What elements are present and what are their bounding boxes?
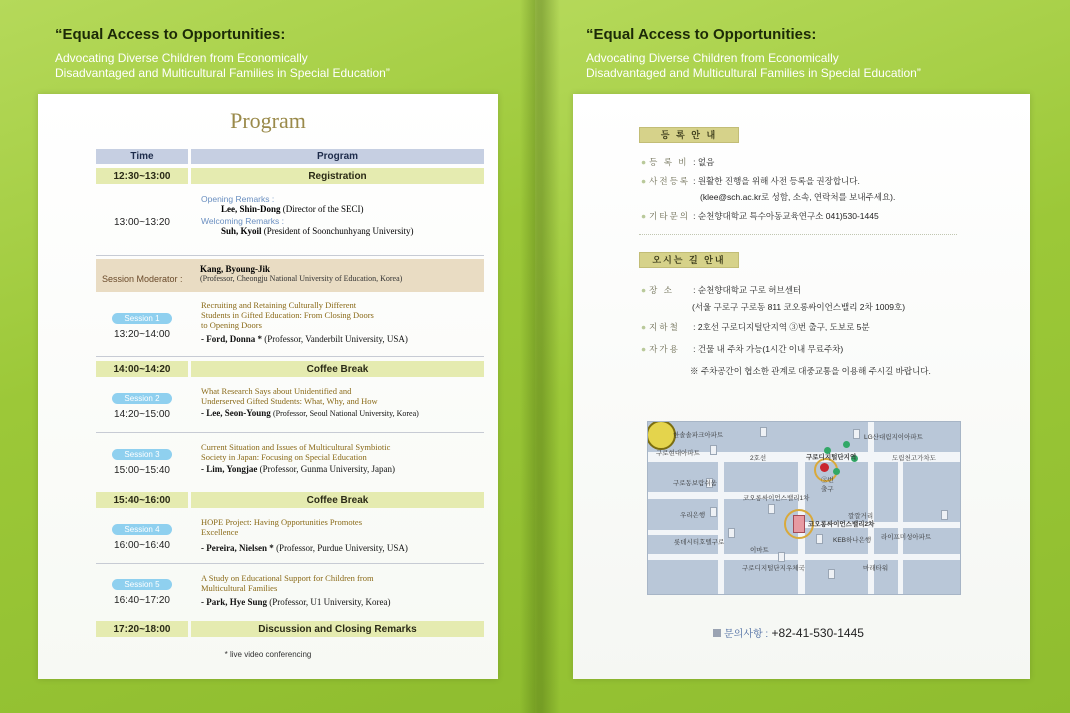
map-label: KEB하나은행 — [833, 537, 872, 544]
conference-subtitle-right-1: Advocating Diverse Children from Economically — [586, 51, 839, 65]
time-cell: 14:00~14:20 — [96, 361, 188, 377]
conference-title-right: “Equal Access to Opportunities: — [586, 26, 817, 43]
welcoming-speaker-affiliation: (President of Soonchunhyang University) — [263, 226, 414, 236]
fee-value: : 없음 — [693, 157, 715, 167]
column-header-program: Program — [191, 149, 484, 164]
subway-line: ● 지하철 : 2호선 구로디지털단지역 ③번 출구, 도보로 5분 — [641, 322, 870, 332]
map-label: LG산대림지이아파트 — [864, 434, 923, 441]
parking-note: ※ 주차공간이 협소한 관계로 대중교통을 이용해 주시길 바랍니다. — [690, 366, 931, 376]
program-cell — [191, 567, 484, 617]
building-icon — [816, 534, 823, 544]
building-icon — [710, 507, 717, 517]
conference-subtitle-left-2: Disadvantaged and Multicultural Families in Special Education” — [55, 66, 390, 80]
building-icon — [778, 552, 785, 562]
contact-label: 문의사항 : — [724, 629, 769, 640]
program-cell — [191, 295, 484, 357]
program-panel — [38, 94, 498, 679]
map-label: 이마트 — [750, 547, 769, 554]
map-label: 구로현대아파트 — [656, 450, 700, 457]
table-row-session-3 — [96, 436, 484, 489]
exit-3-icon — [820, 463, 829, 472]
info-panel — [573, 94, 1030, 679]
inquiry-value: : 순천향대학교 특수아동교육연구소 041)530-1445 — [693, 211, 879, 221]
pre-registration-label: 사전등록 — [649, 176, 690, 186]
session-3-badge: Session 3 — [112, 449, 171, 460]
session-5-badge: Session 5 — [112, 579, 171, 590]
footnote: * live video conferencing — [224, 650, 312, 659]
moderator-name: Kang, Byoung-Jik — [200, 264, 271, 274]
session-speaker: - Lee, Seon-Young (Professor, Seoul National University, Korea) — [201, 408, 419, 418]
building-icon — [768, 504, 775, 514]
map-road — [898, 462, 903, 595]
building-icon — [941, 510, 948, 520]
table-row-session-2 — [96, 380, 484, 433]
program-cell: Registration — [191, 168, 484, 184]
map-label: 라이프미성아파트 — [881, 534, 932, 541]
building-icon — [728, 528, 735, 538]
pre-registration-value: : 원활한 진행을 위해 사전 등록을 권장합니다. — [693, 176, 860, 186]
time-cell: 16:40~17:20 — [114, 594, 170, 606]
book-spine — [520, 0, 560, 713]
venue-building-icon — [793, 515, 805, 533]
session-title: Current Situation and Issues of Multicultural Symbiotic Society in Japan: Focusing on Special Education — [201, 442, 391, 462]
table-row-session-1 — [96, 295, 484, 357]
time-cell: 14:20~15:00 — [114, 409, 170, 420]
inquiry-line: ● 기타문의 : 순천향대학교 특수아동교육연구소 041)530-1445 — [641, 211, 879, 221]
column-header-time: Time — [96, 149, 188, 164]
map-label: 구로디지털단지우체국 — [742, 565, 805, 572]
building-icon — [828, 569, 835, 579]
conference-subtitle-left-1: Advocating Diverse Children from Economically — [55, 51, 308, 65]
moderator-affiliation: (Professor, Cheongju National University of Education, Korea) — [200, 274, 403, 283]
table-row-session-5 — [96, 567, 484, 617]
welcoming-speaker-name: Suh, Kyoil — [221, 226, 262, 236]
moderator-label: Session Moderator : — [102, 274, 183, 284]
map-label: 우리은행 — [680, 512, 706, 519]
table-row-session-4 — [96, 511, 484, 564]
table-row-moderator — [96, 259, 484, 292]
table-row-registration — [96, 168, 484, 184]
session-speaker: - Ford, Donna * (Professor, Vanderbilt University, USA) — [201, 334, 408, 344]
map-label: 2호선 — [750, 455, 767, 462]
map-label: 출구 — [821, 486, 834, 493]
program-cell — [191, 380, 484, 433]
building-icon — [760, 427, 767, 437]
session-speaker: - Park, Hye Sung (Professor, U1 University, Korea) — [201, 597, 391, 607]
program-title: Program — [230, 108, 306, 133]
table-row-closing — [96, 621, 484, 637]
map-label: 마래타워 — [863, 565, 889, 572]
program-cell — [191, 188, 484, 256]
map-road — [648, 554, 961, 560]
map-label: 코오롱싸이언스밸리1차 — [743, 495, 810, 502]
map-label-station: 구로디지털단지역 — [806, 454, 857, 461]
opening-remarks-label: Opening Remarks : — [201, 194, 275, 204]
contact-phone: +82-41-530-1445 — [771, 626, 864, 640]
session-2-badge: Session 2 — [112, 393, 171, 404]
place-address: (서울 구로구 구로동 811 코오롱싸이언스밸리 2차 1009호) — [692, 302, 906, 312]
table-row-coffee-break-2 — [96, 492, 484, 508]
map-road — [718, 462, 724, 595]
time-cell: 13:20~14:00 — [114, 328, 170, 340]
location-map — [647, 421, 961, 595]
car-value: : 건물 내 주차 가능(1시간 이내 무료주차) — [693, 344, 844, 354]
building-icon — [710, 445, 717, 455]
registration-fee-line: ● 등 록 비 : 없음 — [641, 157, 715, 167]
directions-tag: 오시는 길 안내 — [639, 252, 739, 268]
place-label: 장 소 — [649, 285, 674, 295]
car-line: ● 자가용 : 건물 내 주차 가능(1시간 이내 무료주차) — [641, 344, 844, 354]
car-label: 자가용 — [649, 344, 680, 354]
welcoming-remarks-label: Welcoming Remarks : — [201, 216, 284, 226]
time-cell: 16:00~16:40 — [114, 540, 170, 551]
map-label: 구로동보람쉬움 — [673, 480, 717, 487]
opening-speaker-affiliation: (Director of the SECI) — [282, 204, 364, 214]
map-label: 도림천고가차도 — [892, 455, 936, 462]
map-road — [648, 530, 718, 535]
contact-line — [713, 625, 864, 640]
map-label: ③번 — [821, 477, 834, 484]
table-row-opening — [96, 188, 484, 256]
place-value: : 순천향대학교 구로 허브센터 — [693, 285, 802, 295]
table-header-row — [96, 149, 484, 164]
session-1-badge: Session 1 — [112, 313, 171, 324]
inquiry-label: 기타문의 — [649, 211, 690, 221]
time-cell: 15:40~16:00 — [96, 492, 188, 508]
subway-value: : 2호선 구로디지털단지역 ③번 출구, 도보로 5분 — [693, 322, 870, 332]
program-cell — [191, 436, 484, 489]
program-cell: Discussion and Closing Remarks — [191, 621, 484, 637]
conference-title-left: “Equal Access to Opportunities: — [55, 26, 286, 43]
map-label-venue: 코오롱싸이언스밸리2차 — [808, 521, 875, 528]
building-icon — [853, 429, 860, 439]
session-title: What Research Says about Unidentified and Underserved Gifted Students: What, Why, and How — [201, 386, 378, 406]
subway-label: 지하철 — [649, 322, 680, 332]
session-title: A Study on Educational Support for Children from Multicultural Families — [201, 573, 374, 593]
session-title: HOPE Project: Having Opportunities Promotes Excellence — [201, 517, 363, 537]
moderator-info — [200, 264, 402, 283]
pre-registration-email: (klee@sch.ac.kr로 성함, 소속, 연락처를 보내주세요). — [700, 192, 896, 202]
program-cell: Coffee Break — [191, 361, 484, 377]
session-speaker: - Lim, Yongjae (Professor, Gunma University, Japan) — [201, 464, 395, 474]
place-line: ● 장 소 : 순천향대학교 구로 허브센터 — [641, 285, 802, 295]
session-speaker: - Pereira, Nielsen * (Professor, Purdue University, USA) — [201, 543, 408, 553]
session-4-badge: Session 4 — [112, 524, 171, 535]
contact-square-icon — [713, 629, 721, 637]
session-title: Recruiting and Retaining Culturally Different Students in Gifted Education: From Closing Doors to Opening Doors — [201, 300, 374, 330]
program-cell: Coffee Break — [191, 492, 484, 508]
program-cell — [191, 511, 484, 564]
subway-exit-icon — [833, 468, 840, 475]
time-cell: 13:00~13:20 — [114, 216, 170, 228]
opening-speaker-name: Lee, Shin-Dong — [221, 204, 281, 214]
time-cell: 15:00~15:40 — [114, 465, 170, 476]
registration-info-tag: 등 록 안 내 — [639, 127, 739, 143]
divider — [639, 234, 957, 235]
pre-registration-line: ● 사전등록 : 원활한 진행을 위해 사전 등록을 권장합니다. — [641, 176, 860, 186]
time-cell: 12:30~13:00 — [96, 168, 188, 184]
map-label: 깔깔거리 — [848, 513, 874, 520]
time-cell: 17:20~18:00 — [96, 621, 188, 637]
map-label: 롯데시티호텔구로 — [674, 539, 725, 546]
fee-label: 등 록 비 — [649, 157, 689, 167]
conference-subtitle-right-2: Disadvantaged and Multicultural Families in Special Education” — [586, 66, 921, 80]
subway-exit-icon — [843, 441, 850, 448]
map-label: 한솔솔파크아파트 — [673, 432, 724, 439]
table-row-coffee-break-1 — [96, 361, 484, 377]
